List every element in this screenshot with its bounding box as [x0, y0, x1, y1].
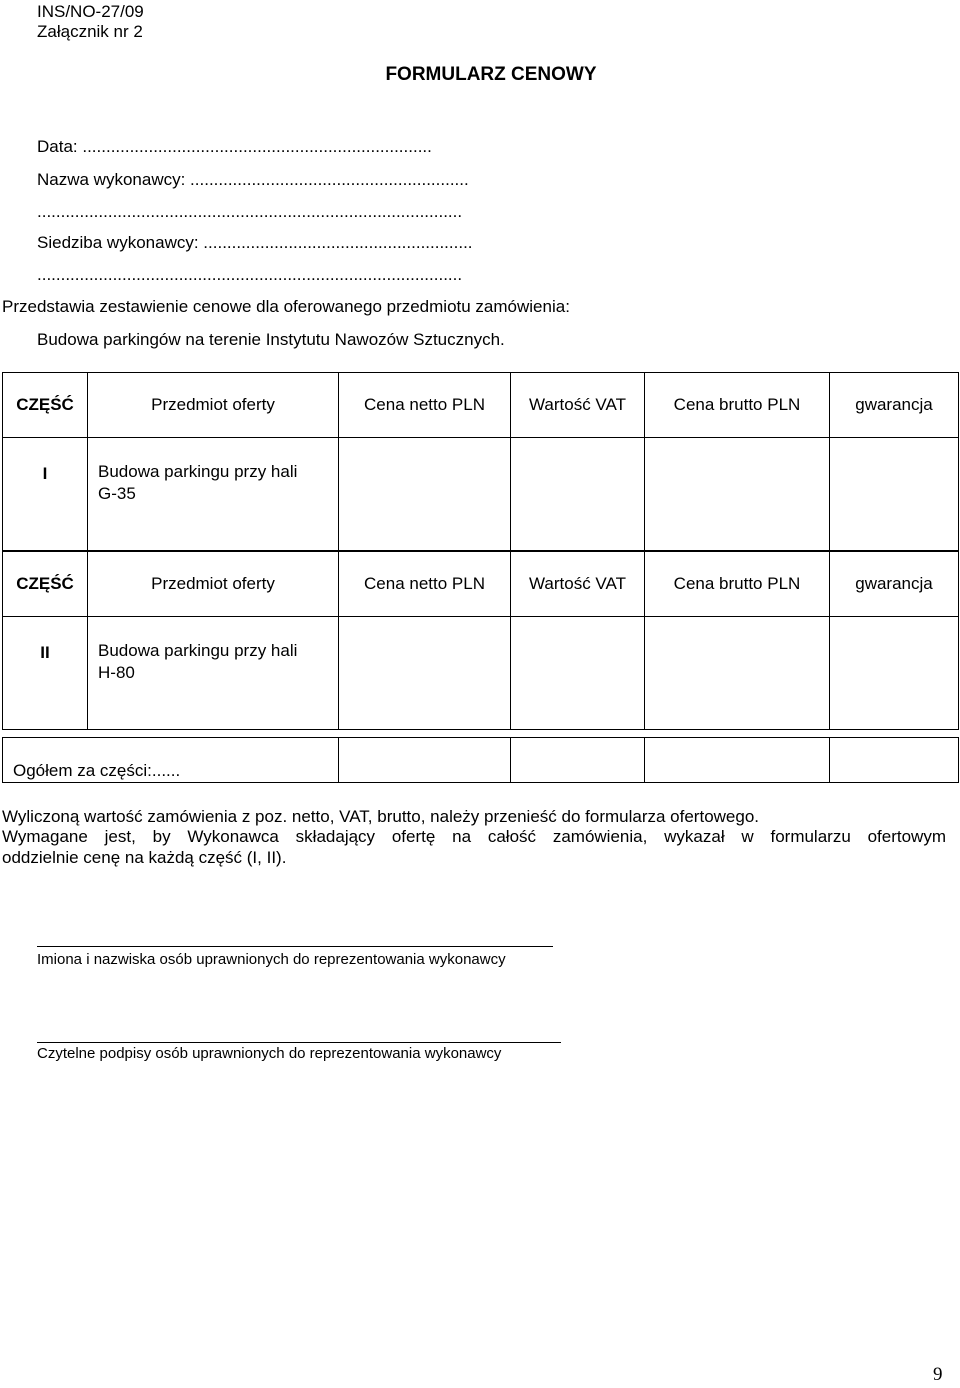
header-warranty: gwarancja: [830, 373, 959, 438]
note-requirement-line1: Wymagane jest, by Wykonawca składający ofertę na całość zamówienia, wykazał w formularzu ofertowym: [2, 827, 946, 846]
header-net-price: Cena netto PLN: [339, 373, 511, 438]
header-subject: Przedmiot oferty: [88, 552, 339, 617]
document-reference: INS/NO-27/09: [37, 2, 144, 21]
total-table: [2, 737, 959, 783]
total-gross-cell[interactable]: [645, 738, 830, 783]
net-price-cell[interactable]: [339, 438, 511, 551]
header-gross-price: Cena brutto PLN: [645, 373, 830, 438]
contractor-seat-continuation: ..........................................................................................: [37, 265, 463, 284]
total-label: Ogółem za części:......: [3, 738, 339, 783]
part-subject: [88, 438, 339, 551]
part-subject-line2: H-80: [98, 663, 135, 682]
page-title: FORMULARZ CENOWY: [385, 64, 597, 85]
total-net-cell[interactable]: [339, 738, 511, 783]
vat-cell[interactable]: [511, 438, 645, 551]
warranty-cell[interactable]: [830, 617, 959, 730]
table-row: [3, 438, 959, 551]
part-number: II: [3, 617, 88, 730]
vat-cell[interactable]: [511, 617, 645, 730]
signatures-label: Czytelne podpisy osób uprawnionych do reprezentowania wykonawcy: [37, 1045, 502, 1062]
part-subject-line2: G-35: [98, 484, 136, 503]
total-row: [3, 738, 959, 783]
price-table-part-1: [2, 372, 959, 551]
header-subject: Przedmiot oferty: [88, 373, 339, 438]
table-header-row: [3, 552, 959, 617]
names-signature-label: Imiona i nazwiska osób uprawnionych do reprezentowania wykonawcy: [37, 951, 506, 968]
table-header-row: [3, 373, 959, 438]
header-vat: Wartość VAT: [511, 552, 645, 617]
header-part: CZĘŚĆ: [3, 552, 88, 617]
part-subject: [88, 617, 339, 730]
header-net-price: Cena netto PLN: [339, 552, 511, 617]
header-part: CZĘŚĆ: [3, 373, 88, 438]
total-warranty-cell[interactable]: [830, 738, 959, 783]
header-warranty: gwarancja: [830, 552, 959, 617]
contractor-name-continuation: ..........................................................................................: [37, 202, 463, 221]
total-vat-cell[interactable]: [511, 738, 645, 783]
part-subject-line1: Budowa parkingu przy hali: [98, 641, 298, 660]
header-gross-price: Cena brutto PLN: [645, 552, 830, 617]
signatures-line: [37, 1042, 561, 1043]
gross-price-cell[interactable]: [645, 438, 830, 551]
intro-text: Przedstawia zestawienie cenowe dla oferowanego przedmiotu zamówienia:: [2, 297, 570, 316]
price-table-part-2: [2, 551, 959, 730]
contractor-name-field: Nazwa wykonawcy: ...........................................................: [37, 170, 469, 189]
table-row: [3, 617, 959, 730]
attachment-label: Załącznik nr 2: [37, 22, 143, 41]
page-number: 9: [933, 1364, 943, 1385]
note-transfer: Wyliczoną wartość zamówienia z poz. netto, VAT, brutto, należy przenieść do formularza ofertowego.: [2, 807, 760, 826]
header-vat: Wartość VAT: [511, 373, 645, 438]
names-signature-line: [37, 946, 553, 947]
part-number: I: [3, 438, 88, 551]
part-subject-line1: Budowa parkingu przy hali: [98, 462, 298, 481]
warranty-cell[interactable]: [830, 438, 959, 551]
net-price-cell[interactable]: [339, 617, 511, 730]
contractor-seat-field: Siedziba wykonawcy: .........................................................: [37, 233, 473, 252]
note-requirement-line2: oddzielnie cenę na każdą część (I, II).: [2, 848, 287, 867]
date-field: Data: ..........................................................................: [37, 137, 432, 156]
order-subject: Budowa parkingów na terenie Instytutu Nawozów Sztucznych.: [37, 330, 505, 349]
gross-price-cell[interactable]: [645, 617, 830, 730]
